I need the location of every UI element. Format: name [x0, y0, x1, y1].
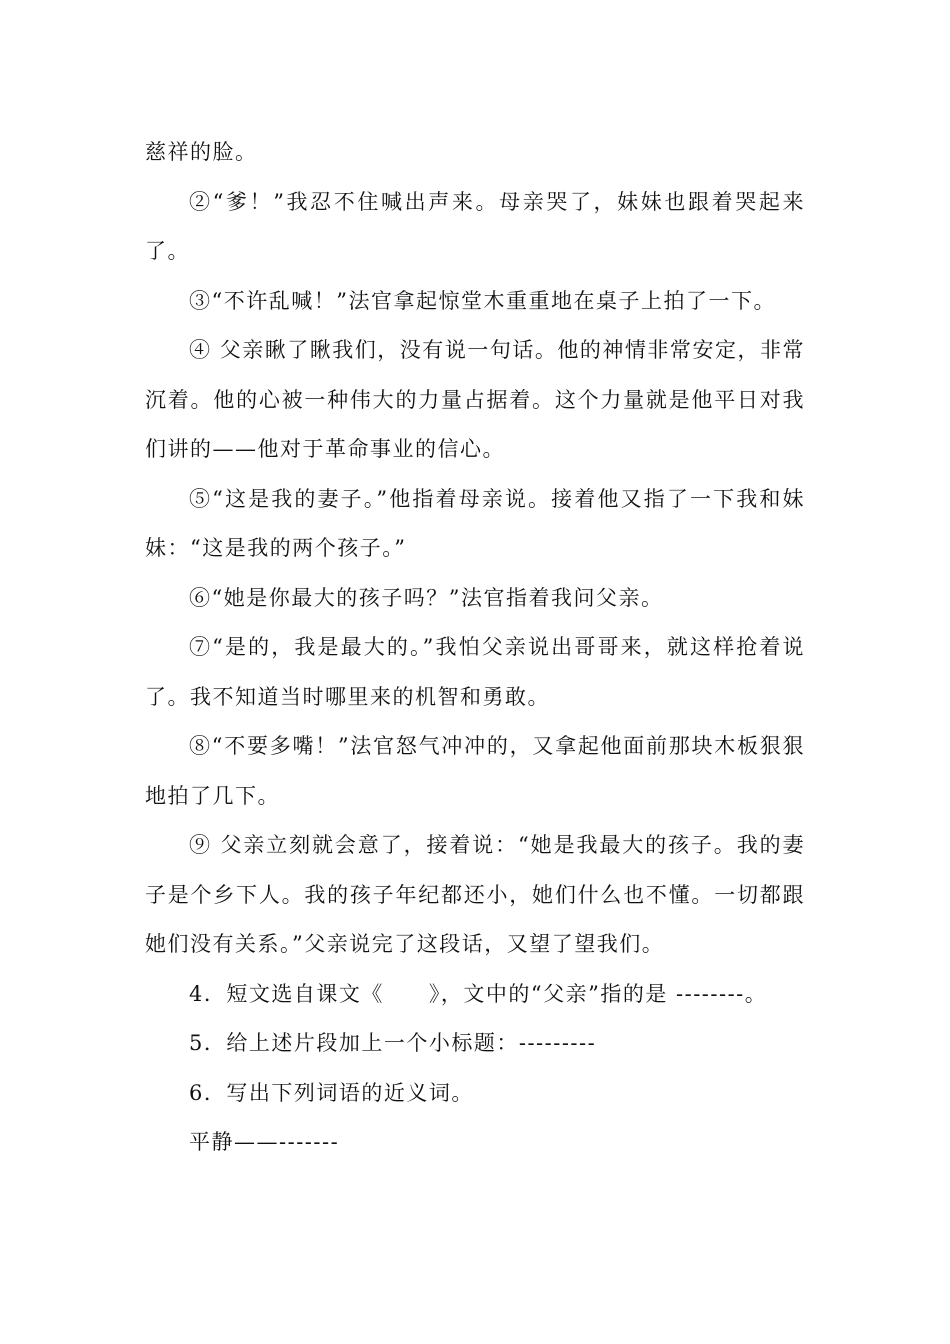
passage-paragraph-9: ⑨ 父亲立刻就会意了，接着说：“她是我最大的孩子。我的妻子是个乡下人。我的孩子年纪都还小，她们什么也不懂。一切都跟她们没有关系。”父亲说完了这段话，又望了望我们。 [145, 833, 805, 956]
question-5: 5．给上述片段加上一个小标题：--------- [189, 1031, 597, 1055]
passage-paragraph-2: ②“爹！”我忍不住喊出声来。母亲哭了，妹妹也跟着哭起来了。 [145, 189, 805, 263]
passage-paragraph-1: 慈祥的脸。 [145, 140, 258, 164]
question-6-item-1: 平静——------- [189, 1130, 340, 1154]
passage-paragraph-8: ⑧“不要多嘴！”法官怒气冲冲的，又拿起他面前那块木板狠狠地拍了几下。 [145, 734, 805, 808]
passage-paragraph-4: ④ 父亲瞅了瞅我们，没有说一句话。他的神情非常安定，非常沉着。他的心被一种伟大的力量占据着。这个力量就是他平日对我们讲的——他对于革命事业的信心。 [145, 338, 805, 461]
passage-paragraph-7: ⑦“是的，我是最大的。”我怕父亲说出哥哥来，就这样抢着说了。我不知道当时哪里来的机智和勇敢。 [145, 635, 805, 709]
passage-paragraph-5: ⑤“这是我的妻子。”他指着母亲说。接着他又指了一下我和妹妹：“这是我的两个孩子。” [145, 486, 805, 560]
document-body [145, 128, 805, 1168]
question-4: 4．短文选自课文《 》，文中的“父亲”指的是 --------。 [189, 981, 768, 1006]
passage-paragraph-3: ③“不许乱喊！”法官拿起惊堂木重重地在桌子上拍了一下。 [189, 288, 776, 313]
question-6: 6．写出下列词语的近义词。 [189, 1080, 474, 1105]
passage-paragraph-6: ⑥“她是你最大的孩子吗？”法官指着我问父亲。 [189, 585, 664, 610]
